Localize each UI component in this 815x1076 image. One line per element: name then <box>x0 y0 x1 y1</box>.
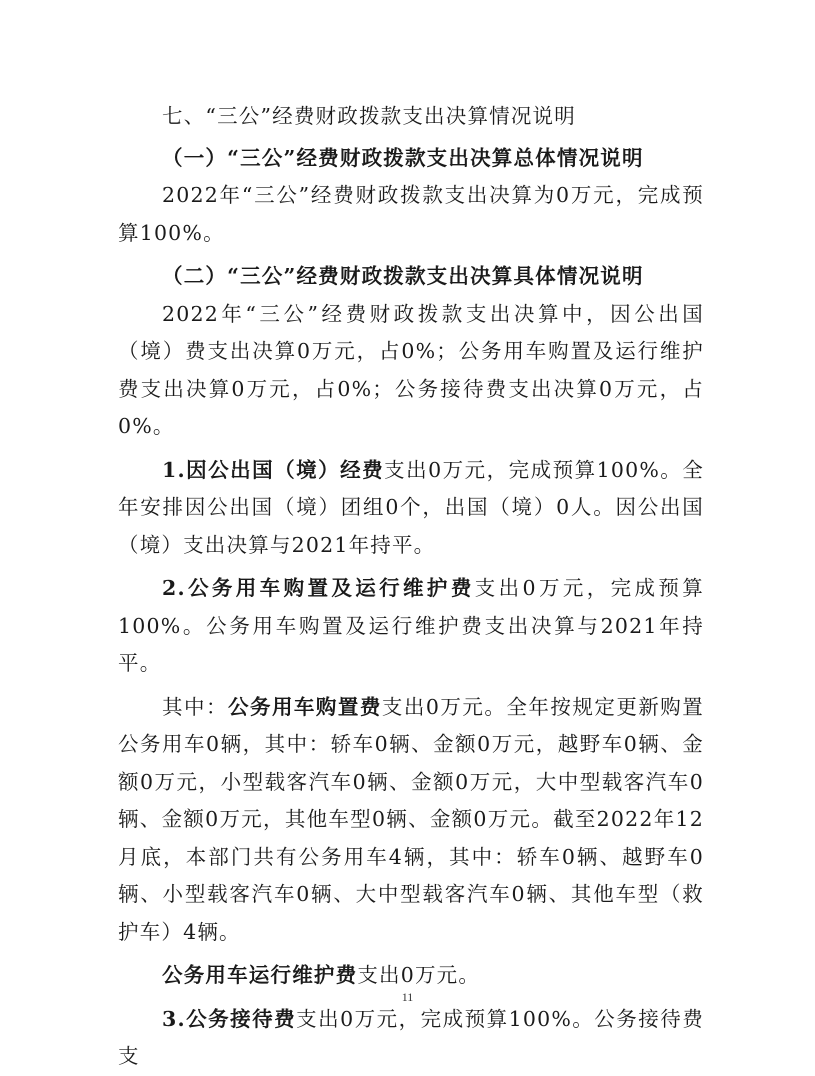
vehicle-purchase-label: 公务用车购置费 <box>227 694 382 719</box>
reception-text: 支出0万元，完成预算100%。公务接待费支 <box>118 1006 704 1068</box>
reception-label: 3.公务接待费 <box>162 1006 297 1031</box>
vehicle-purchase-text: 支出0万元。全年按规定更新购置公务用车0辆，其中：轿车0辆、金额0万元，越野车0辆、金额0万元，小型载客汽车0辆、金额0万元，大中型载客汽车0辆、金额0万元，其他车型0辆、金额0万元。截至2022年12月底，本部门共有公务用车4辆，其中：轿车0辆、越野车0辆、小型载客汽车0辆、大中型载客汽车0辆、其他车型（救护车）4辆。 <box>118 694 704 944</box>
page-number: 11 <box>401 990 414 1004</box>
section-title: 七、“三公”经费财政拨款支出决算情况说明 <box>162 104 576 128</box>
paragraph-overseas-travel <box>118 452 704 565</box>
paragraph-vehicle-costs <box>118 570 704 683</box>
overseas-travel-text: 支出0万元，完成预算100%。全年安排因公出国（境）团组0个，出国（境）0人。因公出国（境）支出决算与2021年持平。 <box>118 457 704 557</box>
paragraph-details: 2022年“三公”经费财政拨款支出决算中，因公出国（境）费支出决算0万元，占0%；公务用车购置及运行维护费支出决算0万元，占0%；公务接待费支出决算0万元，占0%。 <box>118 301 704 438</box>
vehicle-operation-label: 公务用车运行维护费 <box>162 963 358 987</box>
vehicle-costs-text: 支出0万元，完成预算100%。公务用车购置及运行维护费支出决算与2021年持平。 <box>118 576 704 675</box>
paragraph-vehicle-operation <box>118 957 704 995</box>
vehicle-operation-text: 支出0万元。 <box>357 963 481 987</box>
page-content <box>118 98 704 1076</box>
paragraph-vehicle-purchase <box>118 689 704 952</box>
subsection-heading-overall: （一）“三公”经费财政拨款支出决算总体情况说明 <box>162 145 644 170</box>
paragraph-overall: 2022年“三公”经费财政拨款支出决算为0万元，完成预算100%。 <box>118 183 704 245</box>
subsection-heading-details: （二）“三公”经费财政拨款支出决算具体情况说明 <box>162 264 644 288</box>
paragraph-reception <box>118 1001 704 1076</box>
overseas-travel-label: 1.因公出国（境）经费 <box>162 457 385 482</box>
vehicle-costs-label: 2.公务用车购置及运行维护费 <box>162 576 475 600</box>
vehicle-purchase-prefix: 其中： <box>162 694 228 719</box>
